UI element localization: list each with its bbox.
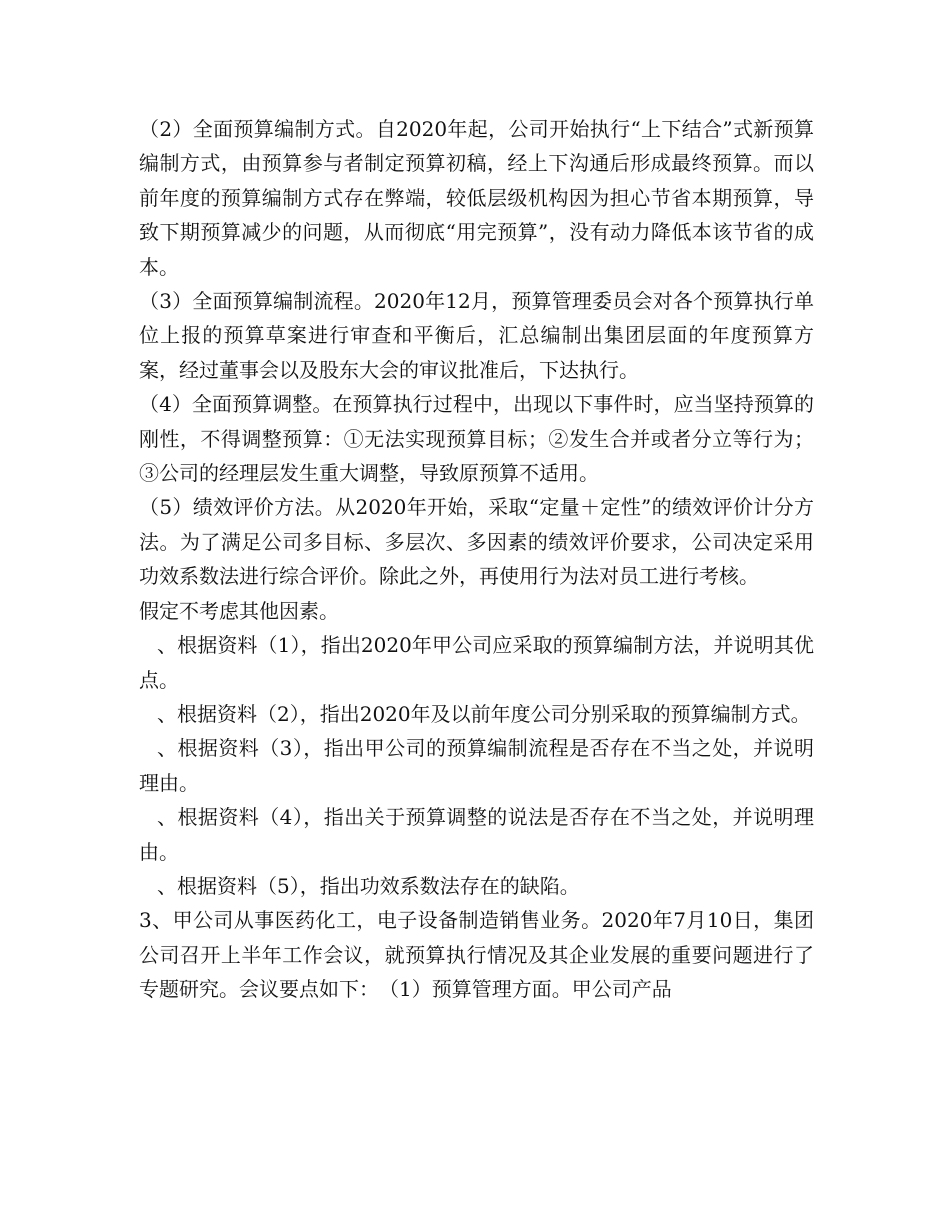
paragraph-assumption: 假定不考虑其他因素。 <box>139 598 339 623</box>
question-4: 、根据资料（4），指出关于预算调整的说法是否存在不当之处，并说明理由。 <box>139 805 814 864</box>
question-5: 、根据资料（5），指出功效系数法存在的缺陷。 <box>157 873 580 898</box>
paragraph-budget-process: （3）全面预算编制流程。2020年12月，预算管理委员会对各个预算执行单位上报的预算草案进行审查和平衡后，汇总编制出集团层面的年度预算方案，经过董事会以及股东大会的审议批准后，下达执行。 <box>139 289 814 382</box>
question-2: 、根据资料（2），指出2020年及以前年度公司分别采取的预算编制方式。 <box>157 701 811 726</box>
question-1: 、根据资料（1），指出2020年甲公司应采取的预算编制方法，并说明其优点。 <box>139 633 814 692</box>
document-body <box>139 112 814 1007</box>
paragraph-budget-adjustment: （4）全面预算调整。在预算执行过程中，出现以下事件时，应当坚持预算的刚性，不得调整预算：①无法实现预算目标；②发生合并或者分立等行为；③公司的经理层发生重大调整，导致原预算不适用。 <box>139 392 814 486</box>
paragraph-case-3: 3、甲公司从事医药化工，电子设备制造销售业务。2020年7月10日，集团公司召开上半年工作会议，就预算执行情况及其企业发展的重要问题进行了专题研究。会议要点如下： （1）预算管理方面。甲公司产品 <box>139 908 814 1002</box>
question-3: 、根据资料（3），指出甲公司的预算编制流程是否存在不当之处，并说明理由。 <box>139 736 814 795</box>
paragraph-budget-method: （2）全面预算编制方式。自2020年起，公司开始执行“上下结合”式新预算编制方式，由预算参与者制定预算初稿，经上下沟通后形成最终预算。而以前年度的预算编制方式存在弊端，较低层级机构因为担心节省本期预算，导致下期预算减少的问题，从而彻底“用完预算”，没有动力降低本该节省的成本。 <box>139 117 814 279</box>
paragraph-performance-evaluation: （5）绩效评价方法。从2020年开始，采取“定量＋定性”的绩效评价计分方法。为了满足公司多目标、多层次、多因素的绩效评价要求，公司决定采用功效系数法进行综合评价。除此之外，再使用行为法对员工进行考核。 <box>139 495 814 589</box>
